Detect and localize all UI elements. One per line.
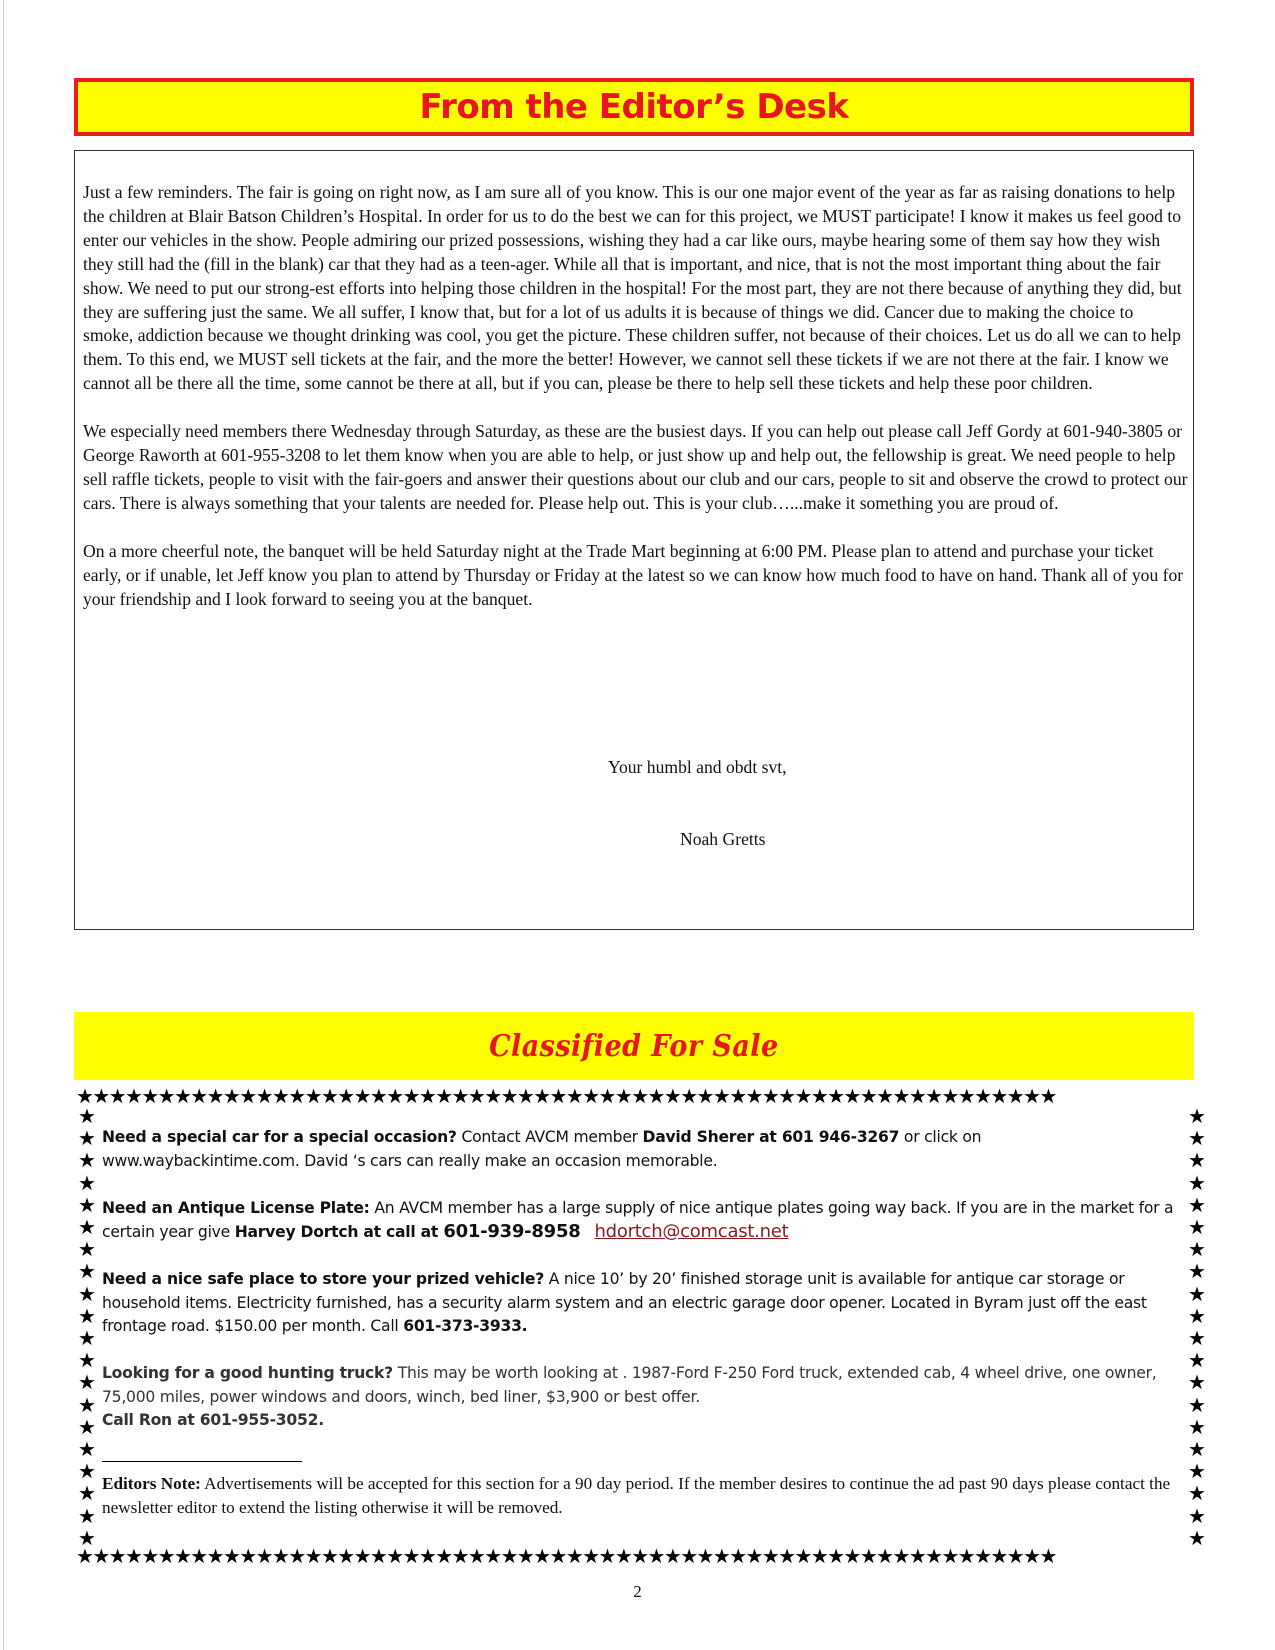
classified-section-title: Classified For Sale [489,1028,779,1064]
ad-heading: Looking for a good hunting truck? [102,1364,393,1382]
editor-letter-body [83,181,1188,636]
note-divider [102,1461,302,1462]
ad-heading: Need an Antique License Plate: [102,1198,370,1217]
star-border-bottom: ★★★★★★★★★★★★★★★★★★★★★★★★★★★★★★★★★★★★★★★★★★★★★★★★★★★★★★★★★★★★ [76,1545,1056,1567]
star-border-top: ★★★★★★★★★★★★★★★★★★★★★★★★★★★★★★★★★★★★★★★★★★★★★★★★★★★★★★★★★★★★ [76,1085,1056,1107]
ad-heading: Need a special car for a special occasion? [102,1128,457,1146]
ad-phone: 601-373-3933. [403,1317,528,1335]
classified-section-banner [74,1012,1194,1080]
ad-contact: Harvey Dortch at call at [234,1223,444,1241]
editor-paragraph: We especially need members there Wednesday through Saturday, as these are the busiest days. If you can help out please call Jeff Gordy at 601-940-3805 or George Raworth at 601-955-3208 to let them know when you are able to help, or just show up and help out, the fellowship is great. We need people to help sell raffle tickets, people to visit with the fair-goers and answer their questions about our club and our cars, people to sit and observe the crowd to protect our cars. There is always something that your talents are needed for. Please help out. This is your club…...make it something you are proud of. [83,421,1188,513]
letter-closing: Your humbl and obdt svt, [608,757,787,777]
ad-text: An AVCM member has a large supply of nice antique plates going way back. If you are in the market for a certain year give [102,1198,1174,1241]
editor-section-title: From the Editor’s Desk [419,87,849,127]
editors-note-label: Editors Note: [102,1473,201,1493]
editor-paragraph: On a more cheerful note, the banquet will be held Saturday night at the Trade Mart beginning at 6:00 PM. Please plan to attend and purchase your ticket early, or if unable, let Jeff know you plan to attend by Thursday or Friday at the latest so we can know how much food to have on hand. Thank all of you for your friendship and I look forward to seeing you at the banquet. [83,540,1184,609]
ad-contact: Call Ron at 601-955-3052. [102,1411,324,1429]
classified-ad [102,1197,1182,1245]
ad-contact: David Sherer at 601 946-3267 [642,1128,900,1146]
ad-text: A nice 10’ by 20’ finished storage unit is available for antique car storage or household items. Electricity furnished, has a security alarm system and an electric garage door opener. Located in Byram just off the east frontage road. $150.00 per month. Call [102,1270,1147,1335]
letter-signature: Noah Gretts [680,829,766,849]
classified-ads-list [102,1126,1182,1520]
editors-note [102,1472,1182,1520]
star-border-right: ★ ★ ★ ★ ★ ★ ★ ★ ★ ★ ★ ★ ★ ★ ★ ★ ★ ★ ★ ★ [1188,1105,1206,1545]
editors-note-text: Advertisements will be accepted for this section for a 90 day period. If the member desires to continue the ad past 90 days please contact the newsletter editor to extend the listing otherwise it will be removed. [102,1473,1171,1517]
classified-ad [102,1126,1182,1173]
ad-heading: Need a nice safe place to store your prized vehicle? [102,1270,544,1288]
ad-phone: 601-939-8958 [443,1221,581,1242]
page-number: 2 [633,1582,642,1601]
editor-letter-box [74,150,1194,930]
editor-paragraph: Just a few reminders. The fair is going on right now, as I am sure all of you know. This is our one major event of the year as far as raising donations to help the children at Blair Batson Children’s Hospital. In order for us to do the best we can for this project, we MUST participate! I know it makes us feel good to enter our vehicles in the show. People admiring our prized possessions, wishing they had a car like ours, maybe hearing some of them say how they wish they still had the (fill in the blank) car that they had as a teen-ager. While all that is important, and nice, that is not the most important thing about the fair show. We need to put our strong-est efforts into helping those children in the hospital! For the most part, they are not there because of anything they did, but they are suffering just the same. We all suffer, I know that, but for a lot of us adults it is because of things we did. Cancer due to making the choice to smoke, addiction because we thought drinking was cool, you get the picture. These children suffer, not because of their choices. Let us do all we can to help them. To this end, we MUST sell tickets at the fair, and the more the better! However, we cannot sell these tickets if we are not there at the fair. I know we cannot all be there all the time, some cannot be there at all, but if you can, please be there to help sell these tickets and help these poor children. [83,182,1182,394]
ad-text: or click on www.waybackintime.com. David ‘s cars can really make an occasion memorable. [102,1128,982,1170]
ad-email-link[interactable]: hdortch@comcast.net [594,1221,789,1242]
ad-text: Contact AVCM member [456,1128,643,1146]
ad-text: This may be worth looking at . 1987-Ford F-250 Ford truck, extended cab, 4 wheel drive, one owner, 75,000 miles, power windows and doors, winch, bed liner, $3,900 or best offer. [102,1364,1157,1406]
page-edge-rule [3,0,4,1650]
editor-section-banner [74,78,1194,136]
star-border-left: ★ ★ ★ ★ ★ ★ ★ ★ ★ ★ ★ ★ ★ ★ ★ ★ ★ ★ ★ ★ [78,1105,96,1545]
classified-ad [102,1362,1182,1433]
classified-ad [102,1268,1182,1339]
